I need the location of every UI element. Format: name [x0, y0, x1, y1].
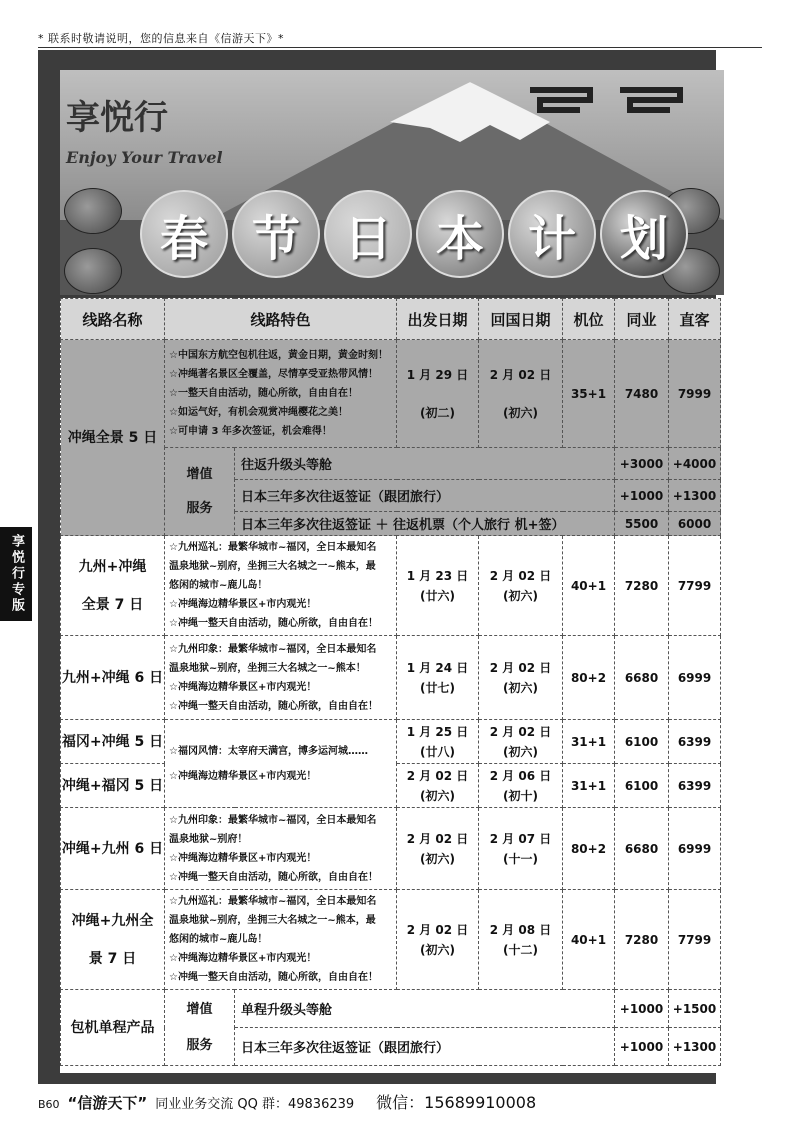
seats: 35+1: [563, 340, 615, 448]
table-row: [61, 808, 721, 890]
charter-row: [61, 990, 721, 1028]
brand-logo: 享悦行: [66, 98, 168, 138]
footer-qq: 同业业务交流 QQ 群：49836239: [155, 1097, 355, 1112]
trade-price: +3000: [615, 448, 669, 480]
trade-price: 7280: [615, 536, 669, 636]
retail-price: +4000: [669, 448, 721, 480]
title-char: 日: [324, 190, 412, 278]
route-features: [165, 340, 397, 448]
route-name: 九州+冲绳 6 日: [61, 636, 165, 720]
trade-price: +1000: [615, 480, 669, 512]
return-date: 2 月 02 日 (初六): [479, 636, 563, 720]
return-date: 2 月 02 日 (初六): [479, 340, 563, 448]
trade-price: 7280: [615, 890, 669, 990]
trade-price: 6100: [615, 720, 669, 764]
retail-price: +1500: [669, 990, 721, 1028]
return-date: 2 月 06 日 (初十): [479, 764, 563, 808]
value-added-label: 增值 服务: [165, 990, 235, 1066]
depart-date: 2 月 02 日 (初六): [397, 808, 479, 890]
seats: 80+2: [563, 808, 615, 890]
footer: [38, 1090, 536, 1113]
page-title: [140, 190, 688, 286]
route-name: 九州+冲绳 全景 7 日: [61, 536, 165, 636]
service-name: 单程升级头等舱: [235, 990, 615, 1028]
feature-line: ☆冲绳著名景区全覆盖，尽情享受亚热带风情！: [169, 369, 378, 380]
retail-price: 6999: [669, 636, 721, 720]
page-number: B60: [38, 1098, 60, 1111]
service-name: 日本三年多次往返签证（跟团旅行）: [235, 480, 615, 512]
route-name: 冲绳+九州 6 日: [61, 808, 165, 890]
service-name: 日本三年多次往返签证（跟团旅行）: [235, 1028, 615, 1066]
table-row: [61, 890, 721, 990]
col-features: 线路特色: [165, 299, 397, 340]
depart-date: 2 月 02 日 (初六): [397, 890, 479, 990]
return-date: 2 月 02 日 (初六): [479, 720, 563, 764]
title-char: 划: [600, 190, 688, 278]
retail-price: 7799: [669, 536, 721, 636]
col-depart: 出发日期: [397, 299, 479, 340]
seats: 40+1: [563, 536, 615, 636]
trade-price: 6100: [615, 764, 669, 808]
lantern-icon: [64, 188, 122, 234]
trade-price: 6680: [615, 636, 669, 720]
feature-line: ☆如运气好，有机会观赏冲绳樱花之美！: [169, 407, 348, 418]
retail-price: 6999: [669, 808, 721, 890]
route-name: 福冈+冲绳 5 日: [61, 720, 165, 764]
retail-price: 7999: [669, 340, 721, 448]
seats: 31+1: [563, 764, 615, 808]
seats: 40+1: [563, 890, 615, 990]
side-tab: 享悦行专版: [0, 527, 32, 621]
trade-price: +1000: [615, 990, 669, 1028]
depart-date: 2 月 02 日 (初六): [397, 764, 479, 808]
route-name: 包机单程产品: [61, 990, 165, 1066]
retail-price: +1300: [669, 480, 721, 512]
route-features: ☆九州巡礼：最繁华城市~福冈，全日本最知名 温泉地狱~别府，坐拥三大名城之一~熊本，最 悠闲的城市~鹿儿岛！ ☆冲绳海边精华景区+市内观光！ ☆冲绳一整天自由活动，随心所欲，自由自在！: [165, 890, 397, 990]
depart-date: 1 月 24 日 (廿七): [397, 636, 479, 720]
service-name: 日本三年多次往返签证 ＋ 往返机票（个人旅行 机+签）: [235, 512, 615, 536]
retail-price: 6399: [669, 764, 721, 808]
title-char: 计: [508, 190, 596, 278]
trade-price: +1000: [615, 1028, 669, 1066]
retail-price: 6399: [669, 720, 721, 764]
table-header: [61, 299, 721, 340]
route-features: ☆福冈风情：太宰府天满宫，博多运河城…… ☆冲绳海边精华景区+市内观光！: [165, 720, 397, 808]
route-name: 冲绳全景 5 日: [61, 340, 165, 536]
route-name: 冲绳+九州全 景 7 日: [61, 890, 165, 990]
feature-line: ☆一整天自由活动，随心所欲，自由自在！: [169, 388, 358, 399]
route-features: ☆九州印象：最繁华城市~福冈，全日本最知名 温泉地狱~别府，坐拥三大名城之一~熊本！ ☆冲绳海边精华景区+市内观光！ ☆冲绳一整天自由活动，随心所欲，自由自在！: [165, 636, 397, 720]
title-char: 本: [416, 190, 504, 278]
col-retail: 直客: [669, 299, 721, 340]
title-char: 春: [140, 190, 228, 278]
trade-price: 5500: [615, 512, 669, 536]
col-seats: 机位: [563, 299, 615, 340]
route-features: ☆九州印象：最繁华城市~福冈，全日本最知名 温泉地狱~别府！ ☆冲绳海边精华景区+市内观光！ ☆冲绳一整天自由活动，随心所欲，自由自在！: [165, 808, 397, 890]
table-row: [61, 720, 721, 764]
value-added-label: 增值 服务: [165, 448, 235, 536]
top-divider: [38, 47, 762, 48]
title-char: 节: [232, 190, 320, 278]
table-row: [61, 636, 721, 720]
table-row: [61, 340, 721, 448]
feature-line: ☆中国东方航空包机往返，黄金日期，黄金时刻！: [169, 350, 388, 361]
feature-line: ☆可申请 3 年多次签证，机会难得！: [169, 426, 332, 437]
col-return: 回国日期: [479, 299, 563, 340]
itinerary-table: [60, 298, 720, 1073]
table-row: [61, 536, 721, 636]
trade-price: 7480: [615, 340, 669, 448]
return-date: 2 月 02 日 (初六): [479, 536, 563, 636]
retail-price: +1300: [669, 1028, 721, 1066]
col-trade: 同业: [615, 299, 669, 340]
retail-price: 6000: [669, 512, 721, 536]
seats: 80+2: [563, 636, 615, 720]
trade-price: 6680: [615, 808, 669, 890]
depart-date: 1 月 25 日 (廿八): [397, 720, 479, 764]
brand-slogan: Enjoy Your Travel: [66, 148, 223, 167]
depart-date: 1 月 29 日 (初二): [397, 340, 479, 448]
retail-price: 7799: [669, 890, 721, 990]
seats: 31+1: [563, 720, 615, 764]
top-note: * 联系时敬请说明，您的信息来自《信游天下》*: [38, 32, 284, 45]
footer-wechat: 微信：15689910008: [376, 1093, 537, 1112]
col-route: 线路名称: [61, 299, 165, 340]
footer-brand: “信游天下”: [67, 1094, 148, 1112]
service-name: 往返升级头等舱: [235, 448, 615, 480]
lantern-icon: [64, 248, 122, 294]
return-date: 2 月 08 日 (十二): [479, 890, 563, 990]
depart-date: 1 月 23 日 (廿六): [397, 536, 479, 636]
route-name: 冲绳+福冈 5 日: [61, 764, 165, 808]
route-features: ☆九州巡礼：最繁华城市~福冈，全日本最知名 温泉地狱~别府，坐拥三大名城之一~熊本，最 悠闲的城市~鹿儿岛！ ☆冲绳海边精华景区+市内观光！ ☆冲绳一整天自由活动，随心所欲，自由自在！: [165, 536, 397, 636]
return-date: 2 月 07 日 (十一): [479, 808, 563, 890]
